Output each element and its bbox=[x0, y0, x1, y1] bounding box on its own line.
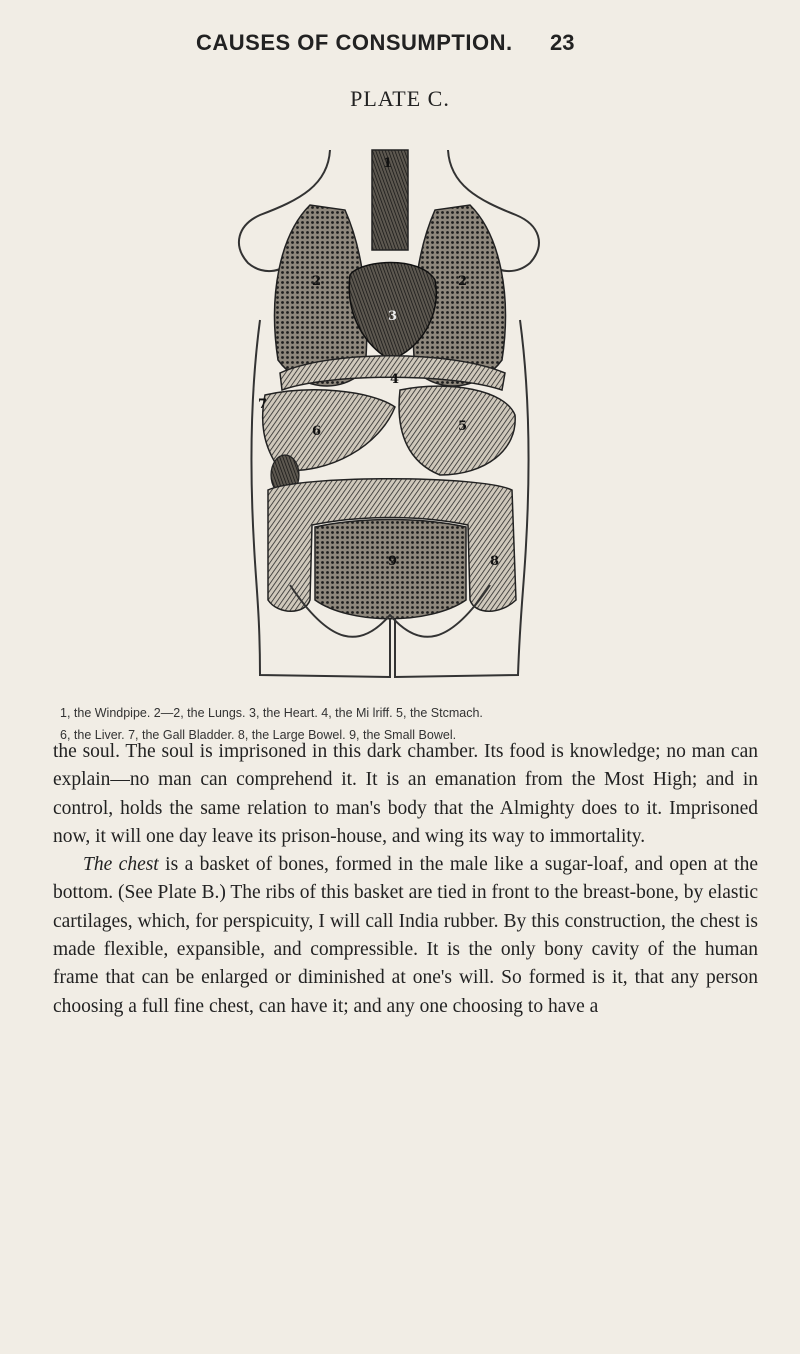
figure-number: 6 bbox=[312, 424, 322, 439]
paragraph-rest: is a basket of bones, formed in the male like a sugar-loaf, and open at the bottom. (See Plate B.) The ribs of this basket are tied in front to the breast-bone, by elastic cartilages, which, for perspicuity, I will call India rubber. By this construction, the chest is made flexible, expansible, and compressible. It is the only bony cavity of the human frame that can be enlarged or diminished at one's will. So formed is it, that any person choosing a full fine chest, can have it; and any one choosing to have a bbox=[53, 854, 758, 1017]
page-header bbox=[0, 30, 800, 70]
body-text bbox=[53, 738, 758, 1021]
figure-number: 2 bbox=[458, 274, 468, 289]
figure-number: 2 bbox=[312, 274, 322, 289]
figure-number: 3 bbox=[388, 309, 398, 324]
figure-number: 9 bbox=[388, 554, 398, 569]
paragraph-lead: The chest bbox=[83, 854, 159, 876]
plate-label: PLATE C. bbox=[350, 86, 450, 111]
caption-line: 6, the Liver. 7, the Gall Bladder. 8, the Large Bowel. 9, the Small Bowel. bbox=[60, 728, 457, 742]
anatomical-illustration bbox=[220, 145, 560, 690]
page-number: 23 bbox=[550, 30, 575, 55]
small-bowel bbox=[315, 520, 466, 619]
caption-line: 1, the Windpipe. 2—2, the Lungs. 3, the Heart. 4, the Mi lriff. 5, the Stcmach. bbox=[60, 706, 483, 720]
running-title: CAUSES OF CONSUMPTION. bbox=[196, 30, 513, 55]
figure-number: 8 bbox=[490, 554, 500, 569]
paragraph bbox=[53, 851, 758, 1021]
paragraph: the soul. The soul is imprisoned in this dark chamber. Its food is knowledge; no man can explain—no man can comprehend it. It is an emanation from the Most High; and in control, holds the same relation to man's body that the Almighty does to it. Imprisoned now, it will one day leave its prison-house, and wing its way to immortality. bbox=[53, 741, 758, 847]
torso-organs-drawing bbox=[220, 145, 560, 690]
figure-number: 4 bbox=[390, 372, 400, 387]
figure-number: 1 bbox=[383, 156, 393, 171]
figure-number: 5 bbox=[458, 419, 468, 434]
figure-number: 7 bbox=[258, 397, 268, 412]
